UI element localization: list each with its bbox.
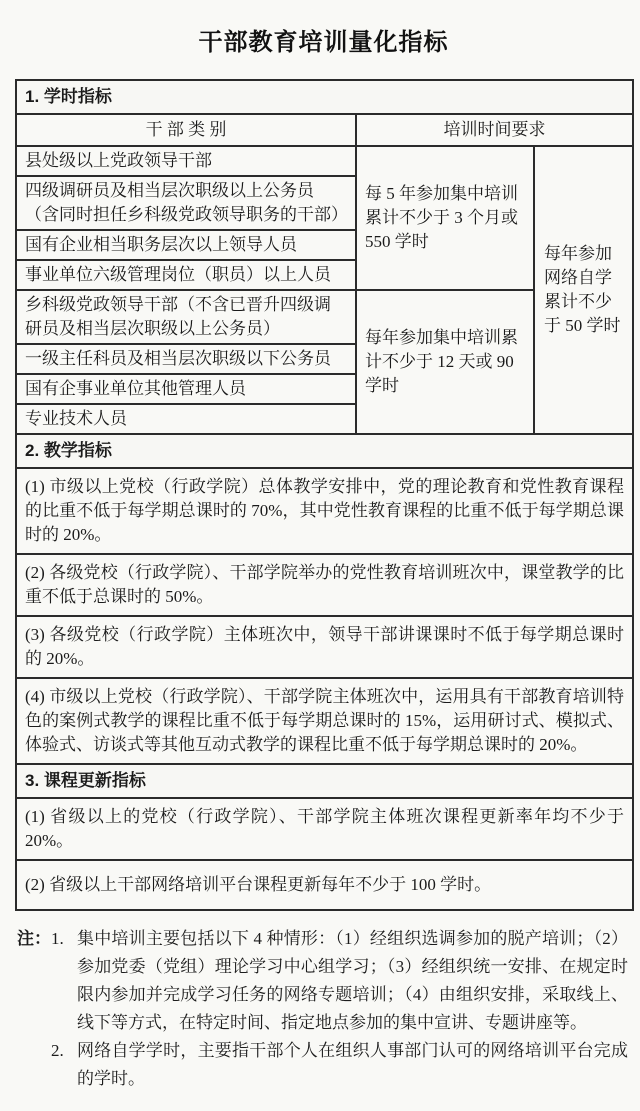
indicator-table	[15, 79, 634, 911]
note-text: 集中培训主要包括以下 4 种情形：（1）经组织选调参加的脱产培训；（2）参加党委（党组）理论学习中心组学习；（3）经组织统一安排、在规定时限内参加并完成学习任务的网络专题培训；（4）由组织安排，采取线上、线下等方式，在特定时间、指定地点参加的集中宣讲、专题讲座等。	[77, 929, 628, 1032]
requirement-centralized-bottom-cell: 每年参加集中培训累计不少于 12 天或 90 学时	[356, 290, 534, 434]
notes	[17, 925, 628, 1093]
page-title: 干部教育培训量化指标	[198, 29, 449, 56]
teaching-item-cell: (2) 各级党校（行政学院）、干部学院举办的党性教育培训班次中，课堂教学的比重不低于总课时的 50%。	[16, 554, 633, 616]
teaching-item-row	[16, 678, 633, 764]
category-row	[16, 146, 633, 176]
section-3-heading: 3. 课程更新指标	[16, 764, 633, 798]
category-cell: 一级主任科员及相当层次职级以下公务员	[16, 344, 356, 374]
section-1-heading: 1. 学时指标	[16, 80, 633, 114]
category-cell: 县处级以上党政领导干部	[16, 146, 356, 176]
course-update-item-row	[16, 798, 633, 860]
teaching-item-row	[16, 616, 633, 678]
section-2-heading-row	[16, 434, 633, 468]
course-update-item-row	[16, 860, 633, 910]
teaching-item-cell: (3) 各级党校（行政学院）主体班次中，领导干部讲课课时不低于每学期总课时的 20%。	[16, 616, 633, 678]
category-cell: 事业单位六级管理岗位（职员）以上人员	[16, 260, 356, 290]
section-2-heading: 2. 教学指标	[16, 434, 633, 468]
category-cell: 乡科级党政领导干部（不含已晋升四级调研员及相当层次职级以上公务员）	[16, 290, 356, 344]
note-number: 1.	[51, 929, 64, 948]
column-header-row	[16, 114, 633, 146]
note-item	[51, 925, 628, 1037]
note-item	[51, 1037, 628, 1093]
category-cell: 专业技术人员	[16, 404, 356, 434]
notes-list	[51, 925, 628, 1093]
course-update-item-cell: (2) 省级以上干部网络培训平台课程更新每年不少于 100 学时。	[16, 860, 633, 910]
teaching-item-row	[16, 468, 633, 554]
teaching-item-row	[16, 554, 633, 616]
course-update-item-cell: (1) 省级以上的党校（行政学院）、干部学院主体班次课程更新率年均不少于 20%。	[16, 798, 633, 860]
requirement-centralized-top-cell: 每 5 年参加集中培训累计不少于 3 个月或 550 学时	[356, 146, 534, 290]
category-cell: 四级调研员及相当层次职级以上公务员（含同时担任乡科级党政领导职务的干部）	[16, 176, 356, 230]
note-number: 2.	[51, 1041, 64, 1060]
category-cell: 国有企事业单位其他管理人员	[16, 374, 356, 404]
requirement-column-header: 培训时间要求	[356, 114, 633, 146]
section-1-heading-row	[16, 80, 633, 114]
teaching-item-cell: (1) 市级以上党校（行政学院）总体教学安排中，党的理论教育和党性教育课程的比重不低于每学期总课时的 70%，其中党性教育课程的比重不低于每学期总课时的 20%。	[16, 468, 633, 554]
category-cell: 国有企业相当职务层次以上领导人员	[16, 230, 356, 260]
teaching-item-cell: (4) 市级以上党校（行政学院）、干部学院主体班次中，运用具有干部教育培训特色的案例式教学的课程比重不低于每学期总课时的 15%，运用研讨式、模拟式、体验式、访谈式等其他互动式教学的课程比重不低于每学期总课时的 20%。	[16, 678, 633, 764]
notes-label: 注：	[17, 929, 51, 948]
section-3-heading-row	[16, 764, 633, 798]
category-column-header: 干 部 类 别	[16, 114, 356, 146]
requirement-online-selfstudy-cell: 每年参加网络自学累计不少于 50 学时	[534, 146, 633, 434]
note-text: 网络自学学时，主要指干部个人在组织人事部门认可的网络培训平台完成的学时。	[77, 1041, 628, 1088]
